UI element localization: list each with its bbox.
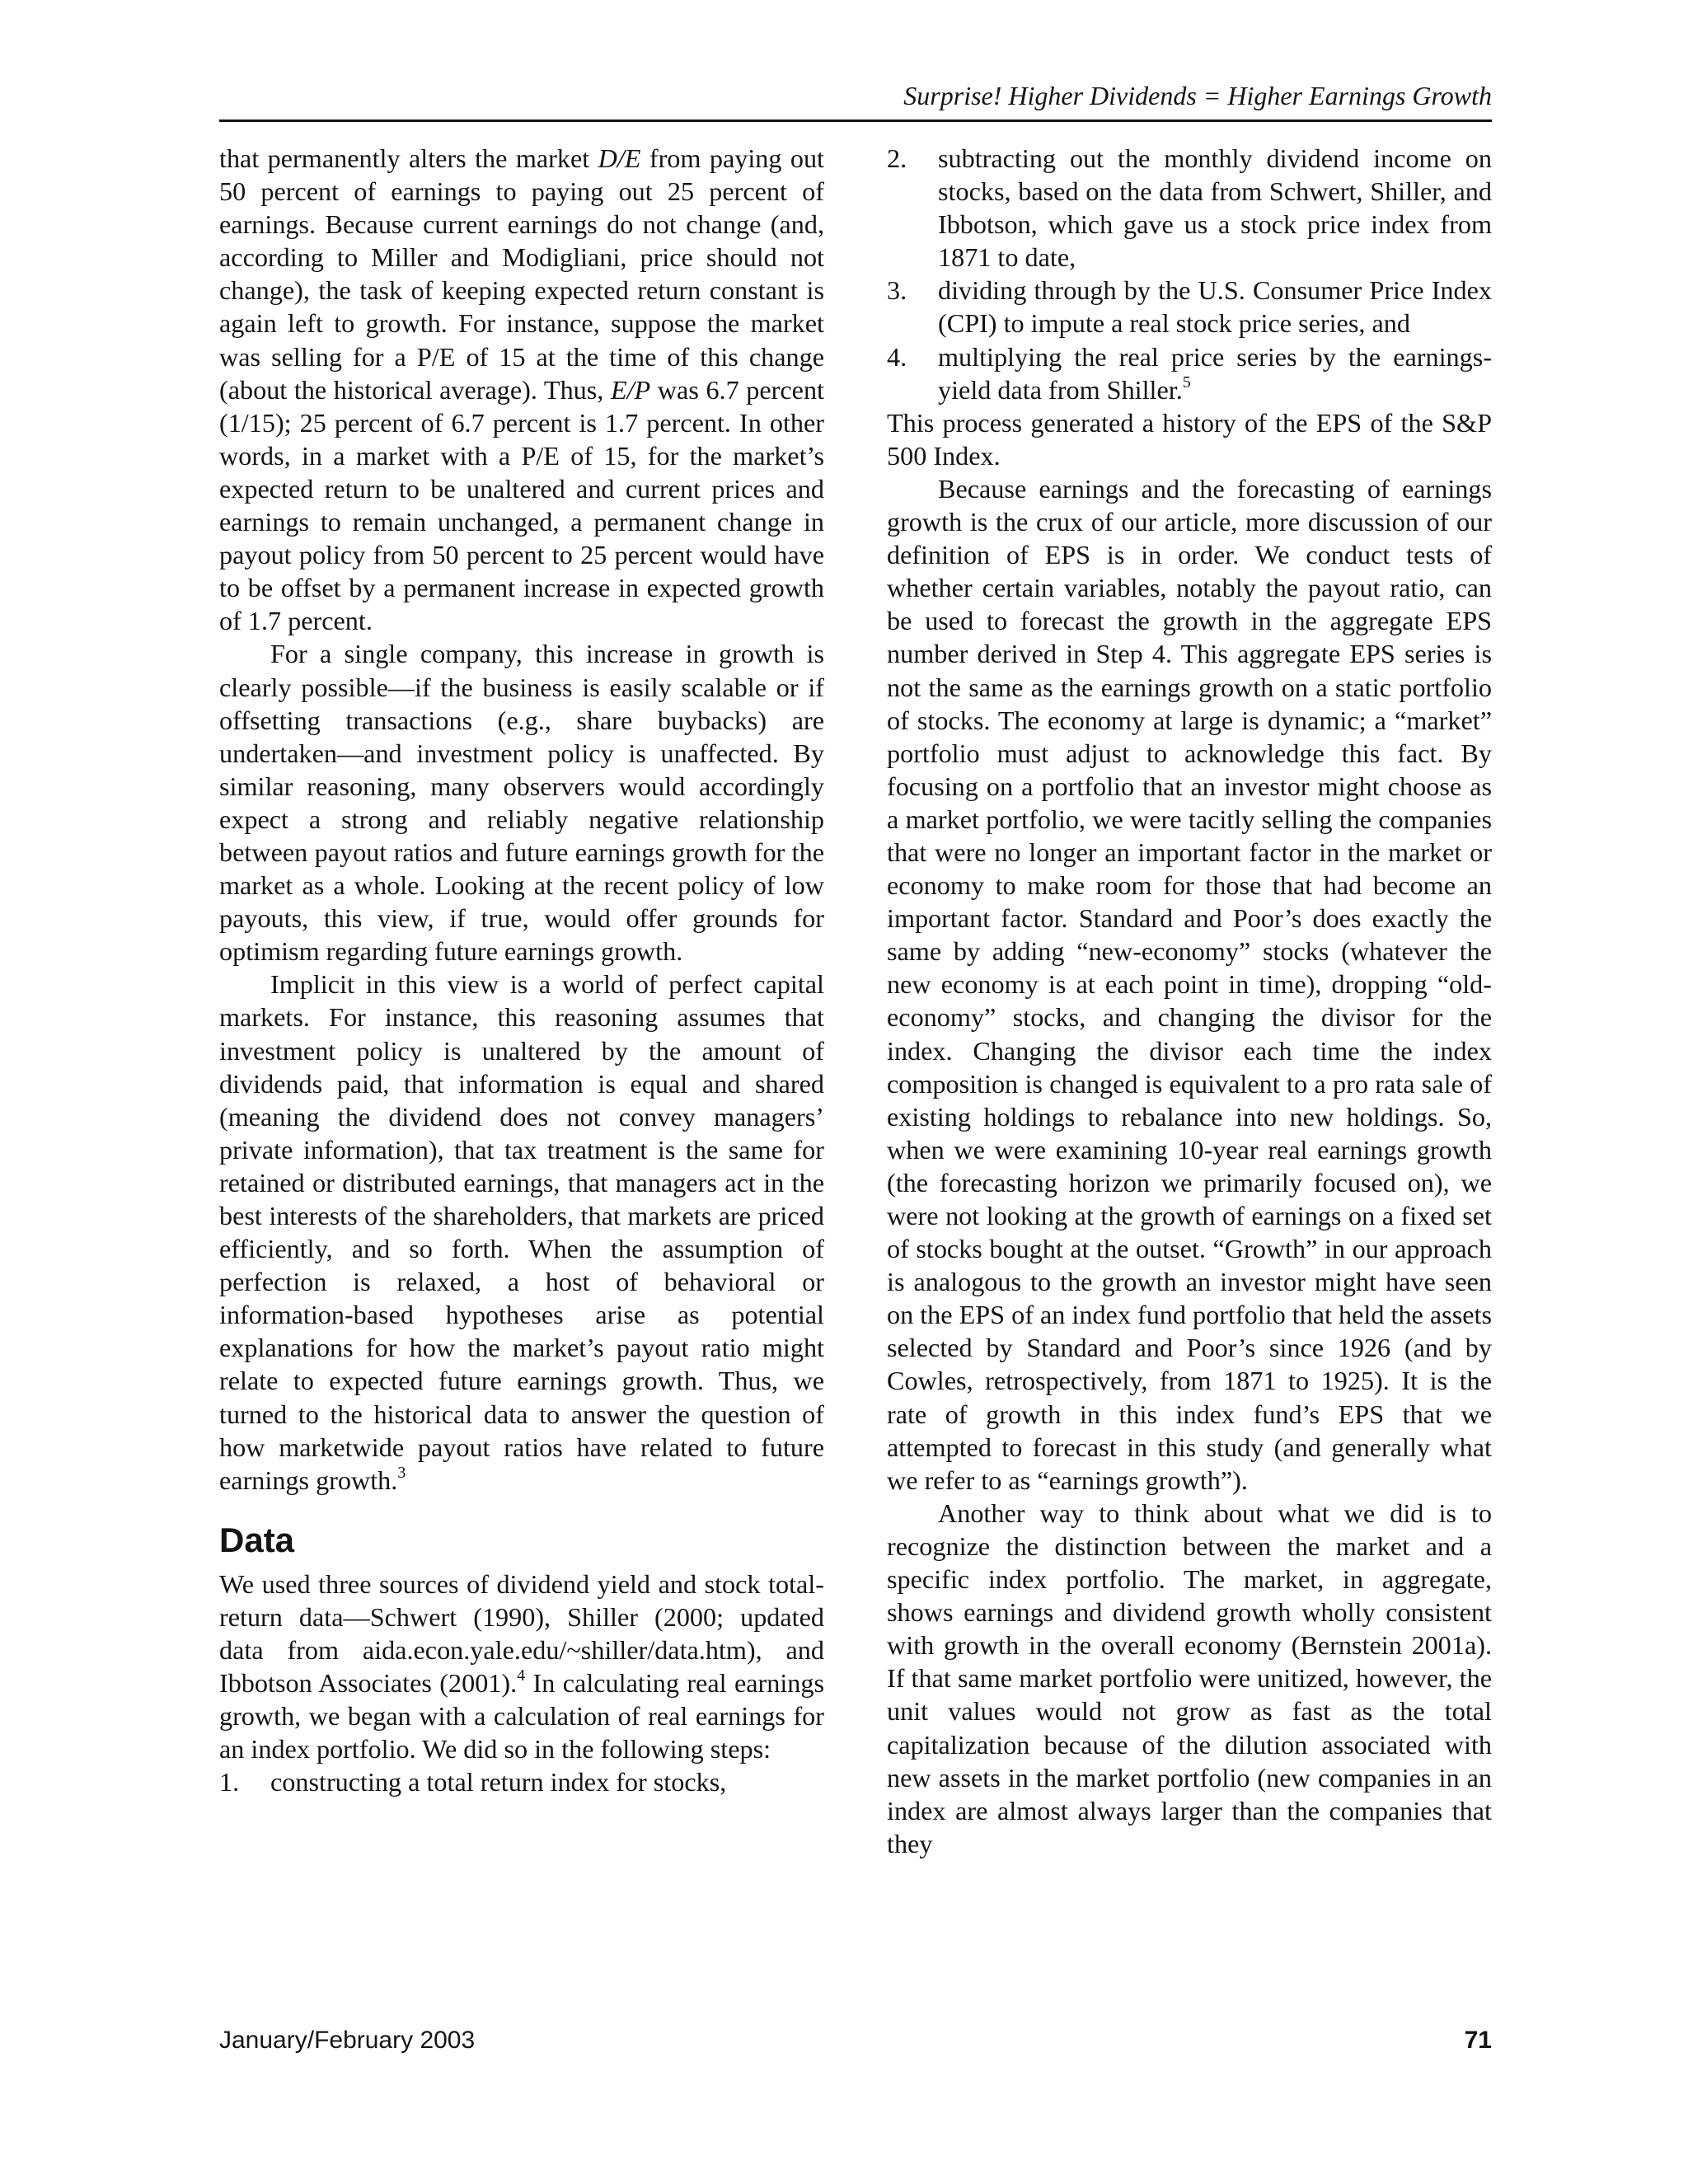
footnote-marker: 3 [397,1464,406,1483]
list-item [887,142,1492,274]
running-head: Surprise! Higher Dividends = Higher Earnings Growth [903,81,1492,110]
list-number: 1. [219,1767,240,1797]
left-column [219,142,824,1799]
list-item [887,340,1492,406]
paragraph: Because earnings and the forecasting of earnings growth is the crux of our article, more discussion of our definition of EPS is in order. We conduct tests of whether certain variables, notably the payout ratio, can be used to forecast the growth in the aggregate EPS number derived in Step 4. This aggregate EPS series is not the same as the earnings growth on a static portfolio of stocks. The economy at large is dynamic; a “market” portfolio must adjust to acknowledge this fact. By focusing on a portfolio that an investor might choose as a market portfolio, we were tacitly selling the companies that were no longer an important factor in the market or economy to make room for those that had become an important factor. Standard and Poor’s does exactly the same by adding “new-economy” stocks (whatever the new economy is at each point in time), dropping “old-economy” stocks, and changing the divisor for the index. Changing the divisor each time the index composition is changed is equivalent to a pro rata sale of existing holdings to rebalance into new holdings. So, when we were examining 10-year real earnings growth (the forecasting horizon we primarily focused on), we were not looking at the growth of earnings on a fixed set of stocks bought at the outset. “Growth” in our approach is analogous to the growth an investor might have seen on the EPS of an index fund portfolio that held the assets selected by Standard and Poor’s since 1926 (and by Cowles, retrospectively, from 1871 to 1925). It is the rate of growth in this index fund’s EPS that we attempted to forecast in this study (and generally what we refer to as “earnings growth”). [887,473,1492,1495]
header-rule [219,120,1492,122]
paragraph [219,968,824,1497]
paragraph [219,142,824,637]
page-number: 71 [1464,2027,1492,2054]
paragraph-text: was 6.7 percent (1/15); 25 percent of 6.7 percent is 1.7 percent. In other words, in a market with a P/E of 15, for the market’s expected return to be unaltered and current prices and earnings to remain unchanged, a permanent change in payout policy from 50 percent to 25 percent would have to be offset by a permanent increase in expected growth of 1.7 percent. [219,374,824,636]
right-column [887,142,1492,1860]
list-item-text: multiplying the real price series by the earnings-yield data from Shiller. [938,341,1492,405]
list-item-text: subtracting out the monthly dividend income on stocks, based on the data from Schwert, Shiller, and Ibbotson, which gave us a stock price index from 1871 to date, [938,143,1492,273]
math-term: D/E [598,143,641,173]
paragraph-text: from paying out 50 percent of earnings to paying out 25 percent of earnings. Because current earnings do not change (and, according to Miller and Modigliani, price should not change), the task of keeping expected return constant is again left to growth. For instance, suppose the market was selling for a P/E of 15 at the time of this change (about the historical average). Thus, [219,143,824,405]
footnote-marker: 5 [1182,373,1191,391]
list-number: 3. [887,275,907,306]
footnote-marker: 4 [517,1666,526,1685]
paragraph [219,1568,824,1766]
list-item [887,274,1492,340]
list-number: 2. [887,143,907,173]
section-heading: Data [219,1520,295,1559]
paragraph-text: Implicit in this view is a world of perfect capital markets. For instance, this reasoning assumes that investment policy is unaltered by the amount of dividends paid, that information is equal and shared (meaning the dividend does not convey managers’ private information), that tax treatment is the same for retained or distributed earnings, that managers act in the best interests of the shareholders, that markets are priced efficiently, and so forth. When the assumption of perfection is relaxed, a host of behavioral or information-based hypotheses arise as potential explanations for how the market’s payout ratio might relate to expected future earnings growth. Thus, we turned to the historical data to answer the question of how marketwide payout ratios have related to future earnings growth. [219,969,824,1495]
math-term: E/P [610,374,651,405]
paragraph-text: that permanently alters the market [219,143,598,173]
list-number: 4. [887,341,907,372]
list-item-text: dividing through by the U.S. Consumer Price Index (CPI) to impute a real stock price series, and [938,275,1492,339]
list-item-text: constructing a total return index for stocks, [270,1767,727,1797]
paragraph-text: We used three sources of dividend yield and stock total-return data—Schwert (1990), Shiller (2000; updated data from aida.econ.yale.edu/~shiller/​data.htm), and Ibbotson Associates (2001). [219,1568,824,1699]
paragraph-text: In calculating real earnings growth, we began with a calculation of real earnings for an index portfolio. We did so in the following steps: [219,1668,824,1765]
paragraph: Another way to think about what we did is to recognize the distinction between the market and a specific index portfolio. The market, in aggregate, shows earnings and dividend growth wholly consistent with growth in the overall economy (Bernstein 2001a). If that same market portfolio were unitized, however, the unit values would not grow as fast as the total capitalization because of the dilution associated with new assets in the market portfolio (new companies in an index are almost always larger than the companies that they [887,1497,1492,1858]
footer-date: January/February 2003 [219,2027,476,2054]
paragraph: For a single company, this increase in growth is clearly possible—if the business is easily scalable or if offsetting transactions (e.g., share buybacks) are undertaken—and investment policy is unaffected. By similar reasoning, many observers would accordingly expect a strong and reliably negative relationship between payout ratios and future earnings growth for the market as a whole. Looking at the recent policy of low payouts, this view, if true, would offer grounds for optimism regarding future earnings growth. [219,639,824,967]
steps-list [887,142,1492,406]
paragraph: This process generated a history of the EPS of the S&P 500 Index. [887,407,1492,471]
steps-list [219,1765,824,1798]
list-item [219,1765,824,1798]
